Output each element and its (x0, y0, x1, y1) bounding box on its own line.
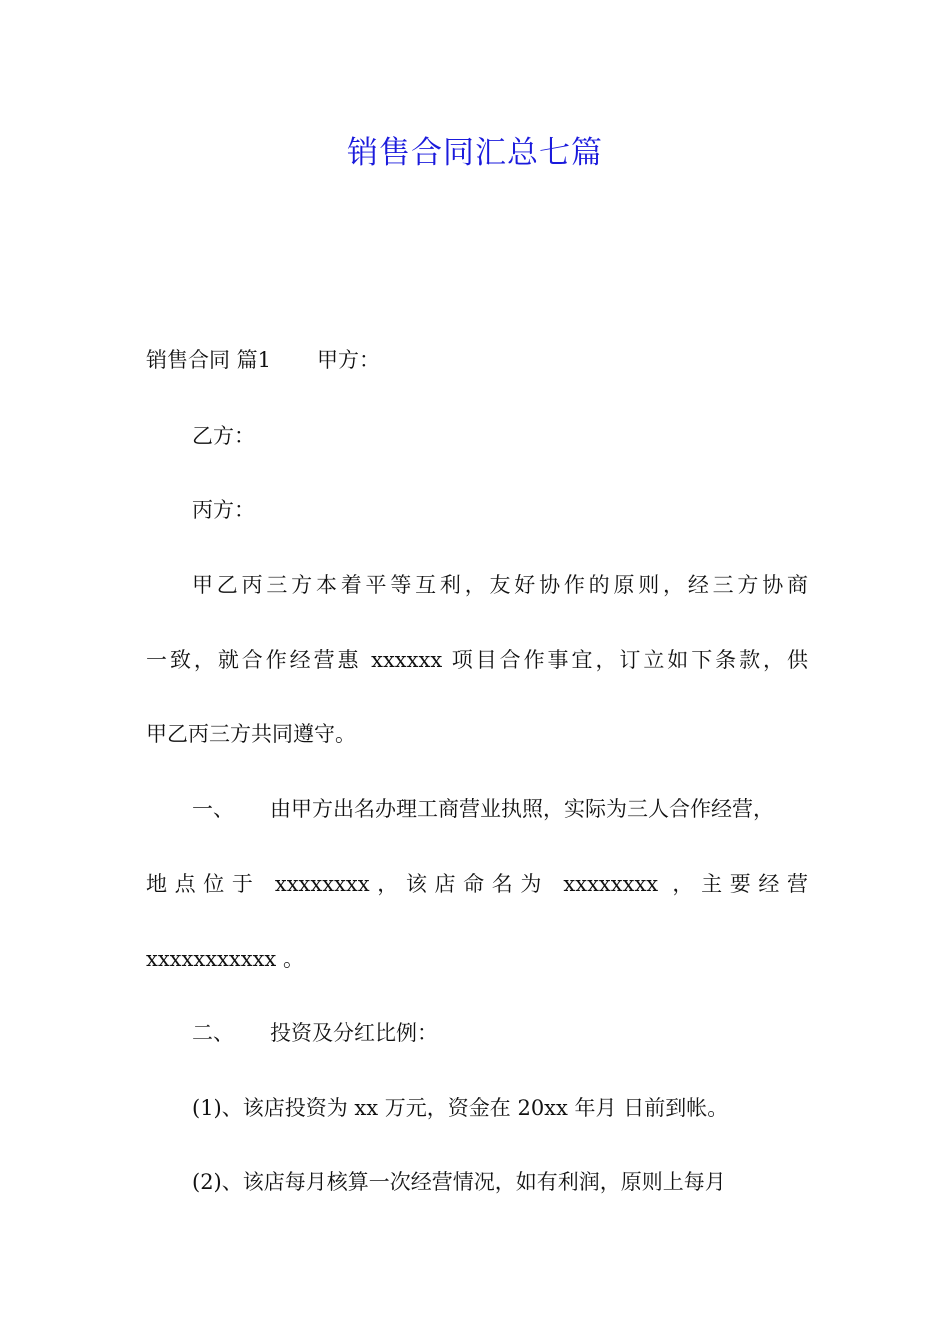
section-heading: 销售合同 篇1 (146, 348, 272, 372)
preamble-line-2: 一致，就合作经营惠 xxxxxx 项目合作事宜，订立如下条款，供 (146, 648, 808, 672)
clause-2-heading: 投资及分红比例： (270, 1021, 438, 1045)
clause-1-line-1 (192, 794, 808, 824)
preamble-line-3: 甲乙丙三方共同遵守。 (146, 722, 356, 746)
preamble-line-1: 甲乙丙三方本着平等互利，友好协作的原则，经三方协商 (192, 573, 808, 597)
party-b-label: 乙方： (192, 424, 255, 448)
section-heading-line (146, 345, 808, 375)
party-a-label: 甲方： (317, 348, 381, 372)
document-title: 销售合同汇总七篇 (347, 135, 603, 171)
clause-2-item-2: (2)、该店每月核算一次经营情况，如有利润，原则上每月 (192, 1170, 726, 1194)
clause-2-number: 二、 (192, 1021, 234, 1045)
clause-1-line-2: 地点位于 xxxxxxxx，该店命名为 xxxxxxxx ，主要经营 (146, 872, 808, 896)
party-c-label: 丙方： (192, 498, 255, 522)
clause-2-heading-line (192, 1018, 808, 1048)
clause-1-text-1: 由甲方出名办理工商营业执照，实际为三人合作经营， (270, 797, 774, 821)
clause-1-number: 一、 (192, 797, 234, 821)
clause-1-line-3: xxxxxxxxxxx 。 (146, 947, 304, 971)
clause-2-item-1: (1)、该店投资为 xx 万元，资金在 20xx 年月 日前到帐。 (192, 1096, 729, 1120)
